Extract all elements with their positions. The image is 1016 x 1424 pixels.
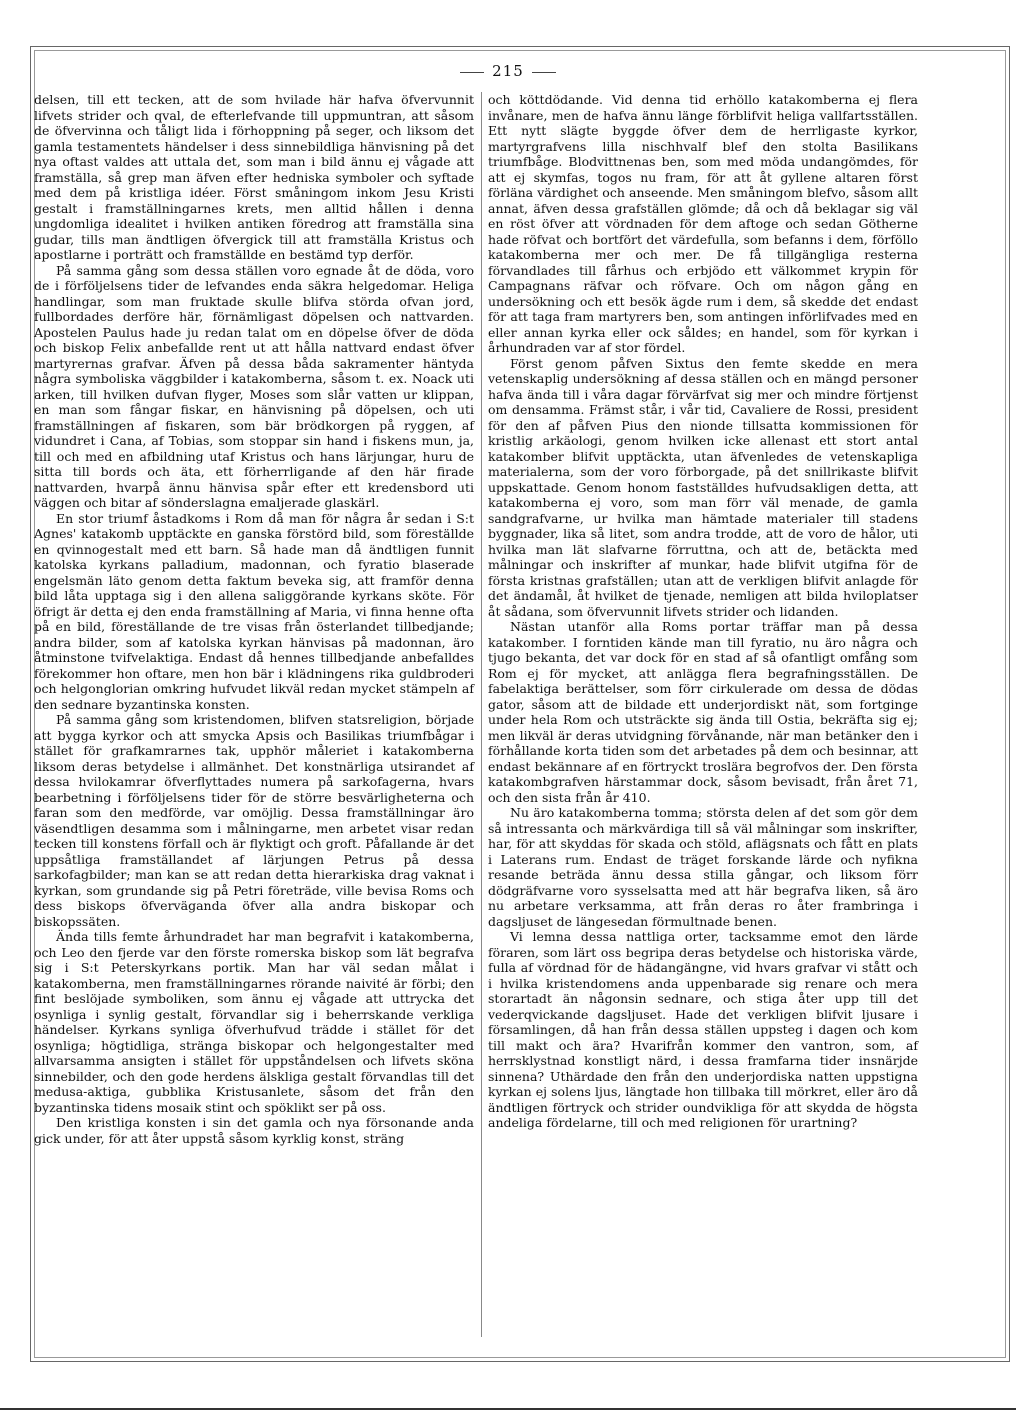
left-paragraph-1: delsen, till ett tecken, att de som hvilade här hafva öfvervunnit lifvets strider och qval, de efterlefvande till uppmuntran, att såsom de öfvervinna och tåligt lida i förhoppning på seger, och liksom det gamla testamentets händelser i dess sinnebildliga hänvisning på det nya oftast valdes att uttala det, som man i bild ännu ej vågade att framställa, så grep man äfven efter hedniska symboler och syftade med dem på kristliga idéer. Först småningom inkom Jesu Kristi gestalt i framställningarnes krets, men alltid hållen i denna ungdomliga idealitet i hvilken antiken föredrog att framställa sina gudar, tills man ändtligen öfvergick till att framställa Kristus och apostlarne i porträtt och framställde en bestämd typ derför. [34, 92, 474, 262]
page-number-header [0, 62, 1016, 80]
header-dash-right [532, 72, 556, 73]
right-paragraph-3: Nästan utanför alla Roms portar träffar man på dessa katakomber. I forntiden kände man till fyratio, nu äro några och tjugo bekanta, det var dock för en stad af så ofantligt omfång som Rom ej för mycket, att anlägga flera begrafningsställen. De fabelaktiga berättelser, som förr cirkulerade om dessa de dödas gator, såsom att de bildade ett underjordiskt nät, som fortginge under hela Rom och utsträckte sig ända till Ostia, bekräfta sig ej; men likväl är deras utvidgning förvånande, när man betänker den i förhållande korta tiden som det arbetades på dem och besinnar, att endast bekännare af en förtryckt troslära begrofvos der. Den första katakombgrafven härstammar dock, såsom bevisadt, från året 71, och den sista från år 410. [488, 619, 918, 805]
right-paragraph-1: och köttdödande. Vid denna tid erhöllo katakomberna ej flera invånare, men de hafva ännu länge förblifvit heliga vallfartsställen. Ett nytt slägte byggde öfver dem de herrligaste kyrkor, martyrgrafvens lilla nischhvalf blef den stolta Basilikans triumfbåge. Blodvittnenas ben, som med möda undangömdes, för att ej skymfas, togos nu fram, för att åt gyllene altaren först förläna värdighet och anseende. Men småningom blefvo, såsom allt annat, äfven dessa grafställen glömde; då och då beklagar sig väl en röst öfver att vördnaden för dem aftoge och sedan Götherne hade röfvat och bortfört det värdefulla, som befanns i dem, förföllo katakomberna mer och mer. De få tillgängliga resterna förvandlades till fårhus och erbjödo ett välkommet krypin för Campagnans räfvar och röfvare. Och om någon gång en undersökning och ett besök ägde rum i dem, så skedde det endast för att taga fram martyrers ben, som antingen införlifvades med en eller annan kyrka eller ock såldes; en handel, som för kyrkan i århundraden var af stor fördel. [488, 92, 918, 355]
right-column [488, 92, 918, 1131]
header-dash-left [460, 72, 484, 73]
left-column [34, 92, 474, 1146]
column-divider [481, 92, 482, 1337]
left-paragraph-6: Den kristliga konsten i sin det gamla och nya försonande anda gick under, för att åter uppstå såsom kyrklig konst, sträng [34, 1115, 474, 1146]
right-paragraph-4: Nu äro katakomberna tomma; största delen af det som gör dem så intressanta och märkvärdiga till så väl målningar som inskrifter, har, för att skyddas för skada och stöld, aflägsnats och fått en plats i Laterans rum. Endast de träget forskande lärde och nyfikna resande beträda ännu dessa stilla gångar, och liksom förr dödgräfvarne voro sysselsatta med att här begrafva liken, så äro nu arbetare verksamma, att från deras ro åter frambringa i dagsljuset de längesedan förmultnade benen. [488, 805, 918, 929]
left-paragraph-5: Ända tills femte århundradet har man begrafvit i katakomberna, och Leo den fjerde var den förste romerska biskop som lät begrafva sig i S:t Peterskyrkans portik. Man har väl sedan målat i katakomberna, men framställningarnes rörande naivité är förbi; den fint beslöjade symboliken, som ännu ej vågade att uttrycka det osynliga i synlig gestalt, förvandlar sig i beherrskande verkliga händelser. Kyrkans synliga öfverhufvud trädde i stället för det osynliga; högtidliga, stränga biskopar och helgongestalter med allvarsamma ansigten i stället för uppståndelsen och lifvets sköna sinnebilder, och den gode herdens älskliga gestalt förvandlas till det medusa-aktiga, gubblika Kristusanlete, såsom det från den byzantinska tidens mosaik stint och spöklikt ser på oss. [34, 929, 474, 1115]
left-paragraph-2: På samma gång som dessa ställen voro egnade åt de döda, voro de i förföljelsens tider de lefvandes enda säkra helgedomar. Heliga handlingar, som man fruktade skulle blifva störda ofvan jord, fullbordades derföre här, förnämligast döpelsen och nattvarden. Apostelen Paulus hade ju redan talat om en döpelse öfver de döda och biskop Felix anbefallde rent ut att hålla nattvard endast öfver martyrernas grafvar. Äfven på dessa båda sakramenter häntyda några symboliska väggbilder i katakomberna, såsom t. ex. Noack uti arken, till hvilken dufvan flyger, Moses som slår vatten ur klippan, en man som fångar fiskar, en hänvisning på döpelsen, och uti framställningen af fiskaren, som bär brödkorgen på ryggen, af vidundret i Cana, af Tobias, som stoppar sin hand i fiskens mun, ja, till och med en afbildning utaf Kristus och hans lärjungar, huru de sitta till bords och äta, ett förherrligande af den här firade nattvarden, hvarpå ännu hänvisa spår efter ett kredensbord uti väggen och bitar af sönderslagna emaljerade glaskärl. [34, 262, 474, 510]
bottom-rule [0, 1408, 1016, 1410]
right-paragraph-2: Först genom påfven Sixtus den femte skedde en mera vetenskaplig undersökning af dessa ställen och en mängd personer hafva ända till i våra dagar förvärfvat sig mer och mindre förtjenst om densamma. Främst står, i vår tid, Cavaliere de Rossi, president för den af påfven Pius den nionde tillsatta kommissionen för kristlig arkäologi, genom hvilken icke allenast ett stort antal katakomber blifvit upptäckta, utan äfvenledes de vetenskapliga materialerna, som der voro förborgade, på det snillrikaste blifvit uppskattade. Genom honom fastställdes hufvudsakligen detta, att katakomberna ej voro, som man förr väl menade, de gamla sandgrafvarne, ur hvilka man hämtade materialer till stadens byggnader, lika så litet, som andra trodde, att de voro de hålor, uti hvilka man lät slafvarne förruttna, och att de, betäckta med målningar och inskrifter af munkar, hade blifvit utgifna för de första kristnas grafställen; utan att de verkligen blifvit anlagde för det ändamål, åt hvilket de tjenade, nemligen att bilda hviloplatser åt sådana, som öfvervunnit lifvets strider och lidanden. [488, 355, 918, 619]
page-number: 215 [492, 62, 524, 80]
left-paragraph-3: En stor triumf åstadkoms i Rom då man för några år sedan i S:t Agnes' katakomb upptäckte en ganska förstörd bild, som föreställde en qvinnogestalt med ett barn. Så hade man då ändtligen funnit katolska kyrkans palladium, madonnan, och fyratio blaserade engelsmän läto genom detta faktum beveka sig, att framför denna bild låta upptaga sig i den allena saliggörande kyrkans sköte. För öfrigt är detta ej den enda framställning af Maria, vi finna henne ofta på en bild, föreställande de tre visas från österlandet tillbedjande; andra bilder, som af katolska kyrkan hänvisas på madonnan, äro åtminstone tvifvelaktiga. Endast då hennes tillbedjande anbefalldes förekommer hon oftare, men hon bär i klädningens rika guldbroderi och helgonglorian omkring hufvudet likväl redan mycket stämpeln af den sednare byzantinska konsten. [34, 510, 474, 712]
right-paragraph-5: Vi lemna dessa nattliga orter, tacksamme emot den lärde föraren, som lärt oss begripa deras betydelse och historiska värde, fulla af vördnad för de hädangängne, vid hvars grafvar vi stått och i hvilka kristendomens anda uppenbarade sig renare och mera storartadt än någonsin sednare, och stiga åter upp till det vederqvickande dagsljuset. Hade det verkligen blifvit ljusare i församlingen, då han från dessa ställen uppsteg i dagen och kom till makt och ära? Hvarifrån kommer den vantron, som, af herrsklystnad konstligt närd, i dessa framfarna tider insnärjde sinnena? Uthärdade den från den underjordiska natten uppstigna kyrkan ej solens ljus, längtade hon tillbaka till mörkret, eller äro då ändtligen förtryck och strider oundvikliga för att skydda de högsta andeliga fördelarne, till och med religionen för urartning? [488, 929, 918, 1130]
left-paragraph-4: På samma gång som kristendomen, blifven statsreligion, började att bygga kyrkor och att smycka Apsis och Basilikas triumfbågar i stället för grafkamrarnes tak, upphör måleriet i katakomberna liksom deras betydelse i allmänhet. Det konstnärliga utsirandet af dessa hvilokamrar öfverflyttades numera på sarkofagerna, hvars bearbetning i förföljelsens tider för de större besvärligheterna och faran som den medförde, var omöjlig. Dessa framställningar äro väsendtligen desamma som i målningarne, men arbetet visar redan tecken till konstens förfall och är flyktigt och groft. Påfallande är det uppsåtliga framställandet af lärjungen Petrus på dessa sarkofagbilder; man kan se att redan detta hierarkiska drag vaknat i kyrkan, som grundande sig på Petri företräde, ville bevisa Roms och dess biskops öfverväganda öfver alla andra biskopar och biskopssäten. [34, 712, 474, 929]
